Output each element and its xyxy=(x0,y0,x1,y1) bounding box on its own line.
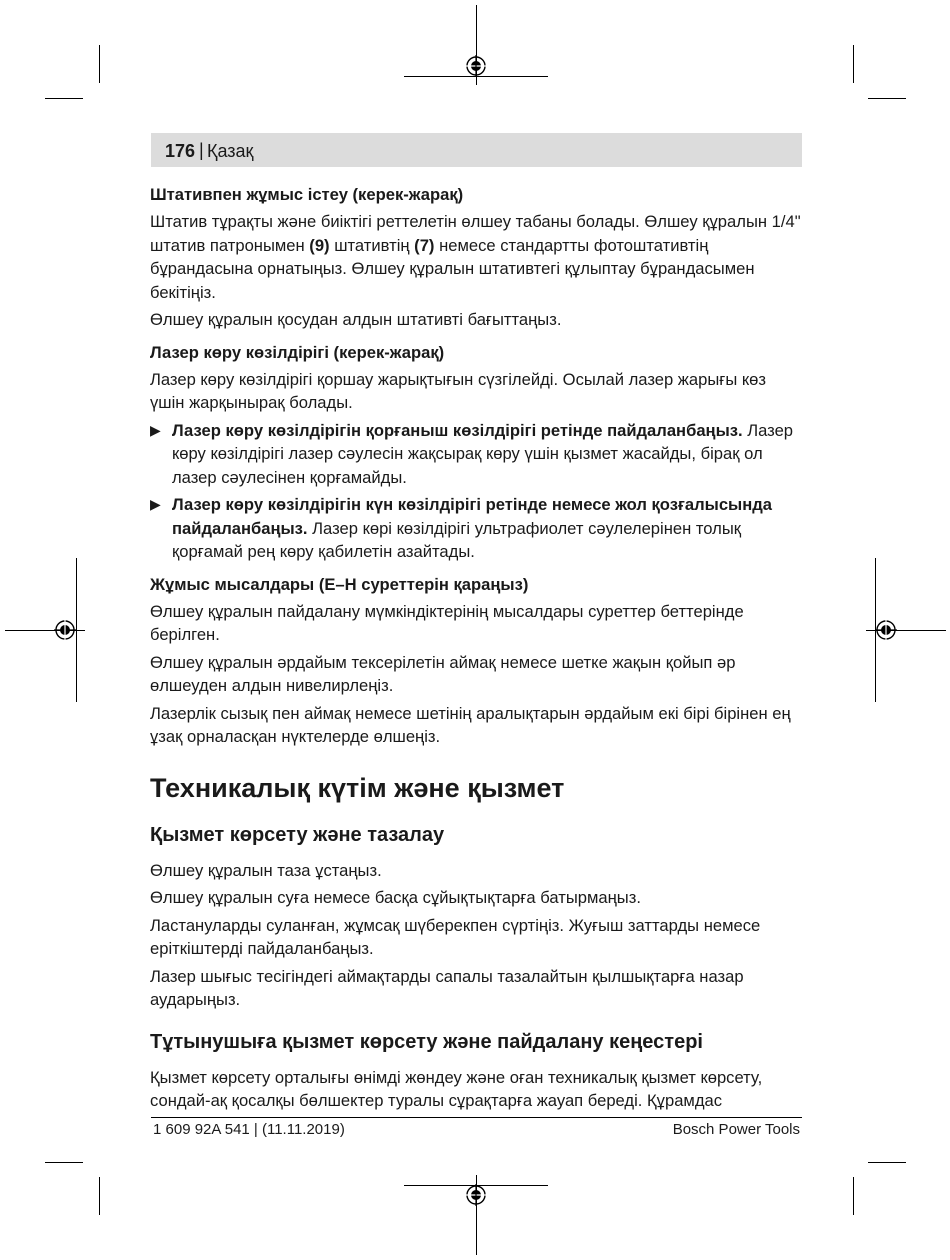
footer-rule xyxy=(151,1117,802,1118)
section-title: Техникалық күтім және қызмет xyxy=(150,772,565,803)
ref-9: (9) xyxy=(309,235,330,255)
header-separator: | xyxy=(199,140,204,160)
warning-bullet xyxy=(150,493,805,564)
footer-brand: Bosch Power Tools xyxy=(672,1121,800,1138)
examples-paragraph: Өлшеу құралын әрдайым тексерілетін аймақ немесе шетке жақын қойып әр өлшеуден алдын нивелирлеңіз. xyxy=(150,652,736,695)
warning-bold: Лазер көру көзілдірігін күн көзілдірігі ретінде немесе жол қозғалысында пайдаланбаңыз. xyxy=(172,495,772,538)
crop-mark xyxy=(45,1162,83,1163)
crop-mark xyxy=(853,1177,854,1215)
registration-mark-icon xyxy=(875,619,897,641)
page-content xyxy=(150,183,805,1117)
crop-mark xyxy=(45,98,83,99)
cleaning-paragraph: Өлшеу құралын суға немесе басқа сұйықтықтарға батырмаңыз. xyxy=(150,888,641,907)
crop-mark xyxy=(99,45,100,83)
cleaning-paragraph: Лазер шығыс тесігіндегі аймақтарды сапалы тазалайтын қылшықтарға назар аударыңыз. xyxy=(150,966,744,1009)
crop-mark xyxy=(853,45,854,83)
registration-mark-icon xyxy=(465,55,487,77)
header-language: Қазақ xyxy=(207,141,254,161)
service-heading: Тұтынушыға қызмет көрсету және пайдалану кеңестері xyxy=(150,1030,703,1053)
registration-mark-icon xyxy=(54,619,76,641)
registration-mark-icon xyxy=(465,1184,487,1206)
warning-bold: Лазер көру көзілдірігін қорғаныш көзілдірігі ретінде пайдаланбаңыз. xyxy=(172,420,743,440)
glasses-heading: Лазер көру көзілдірігі (керек-жарақ) xyxy=(150,342,445,362)
examples-paragraph: Өлшеу құралын пайдалану мүмкіндіктерінің мысалдары суреттер беттерінде берілген. xyxy=(150,601,744,644)
text: штативтің xyxy=(329,235,415,255)
examples-heading: Жұмыс мысалдары (E–H суреттерін қараңыз) xyxy=(150,574,529,594)
page-number: 176 xyxy=(165,141,196,161)
footer-doc-number: 1 609 92A 541 | (11.11.2019) xyxy=(153,1121,345,1138)
cleaning-heading: Қызмет көрсету және тазалау xyxy=(150,823,445,846)
crop-mark xyxy=(99,1177,100,1215)
text: немесе стандартты фотоштативтің бұрандасына орнатыңыз. Өлшеу құралын штативтегі құлыптау бұрандасымен бекітіңіз. xyxy=(150,235,755,302)
tripod-paragraph xyxy=(150,210,805,304)
tripod-heading: Штативпен жұмыс істеу (керек-жарақ) xyxy=(150,185,464,204)
text: Штатив тұрақты және биіктігі реттелетін өлшеу табаны болады. Өлшеу құралын 1/4" штатив патронымен xyxy=(150,212,801,255)
warning-bullet xyxy=(150,419,805,490)
warning-text: Лазер көрі көзілдірігі ультрафиолет сәулелерінен толық қорғамай рең көру қабилетін азайтады. xyxy=(172,518,742,561)
page-header xyxy=(151,133,802,167)
service-paragraph: Қызмет көрсету орталығы өнімді жөндеу және оған техникалық қызмет көрсету, сондай-ақ қосалқы бөлшектер туралы сұрақтарға жауап береді. Құрамдас xyxy=(150,1067,763,1110)
triangle-right-icon: ▶ xyxy=(150,421,161,438)
triangle-right-icon: ▶ xyxy=(150,496,161,512)
crop-mark xyxy=(868,1162,906,1163)
warning-text: Лазер көру көзілдірігі лазер сәулесін жақсырақ көру үшін қызмет жасайды, бірақ ол лазер сәулесінен қорғамайды. xyxy=(172,420,794,487)
glasses-paragraph: Лазер көру көзілдірігі қоршау жарықтығын сүзгілейді. Осылай лазер жарығы көз үшін жарқынырақ болады. xyxy=(150,369,766,412)
cleaning-paragraph: Ластануларды суланған, жұмсақ шүберекпен сүртіңіз. Жуғыш заттарды немесе еріткіштерді пайдаланбаңыз. xyxy=(150,915,761,958)
cleaning-paragraph: Өлшеу құралын таза ұстаңыз. xyxy=(150,860,382,880)
ref-7: (7) xyxy=(414,235,435,255)
tripod-paragraph-2: Өлшеу құралын қосудан алдын штативті бағыттаңыз. xyxy=(150,310,562,329)
crop-mark xyxy=(868,98,906,99)
examples-paragraph: Лазерлік сызық пен аймақ немесе шетінің аралықтарын әрдайым екі бірі бірінен ең ұзақ орналасқан нүктелерде өлшеңіз. xyxy=(150,703,791,746)
